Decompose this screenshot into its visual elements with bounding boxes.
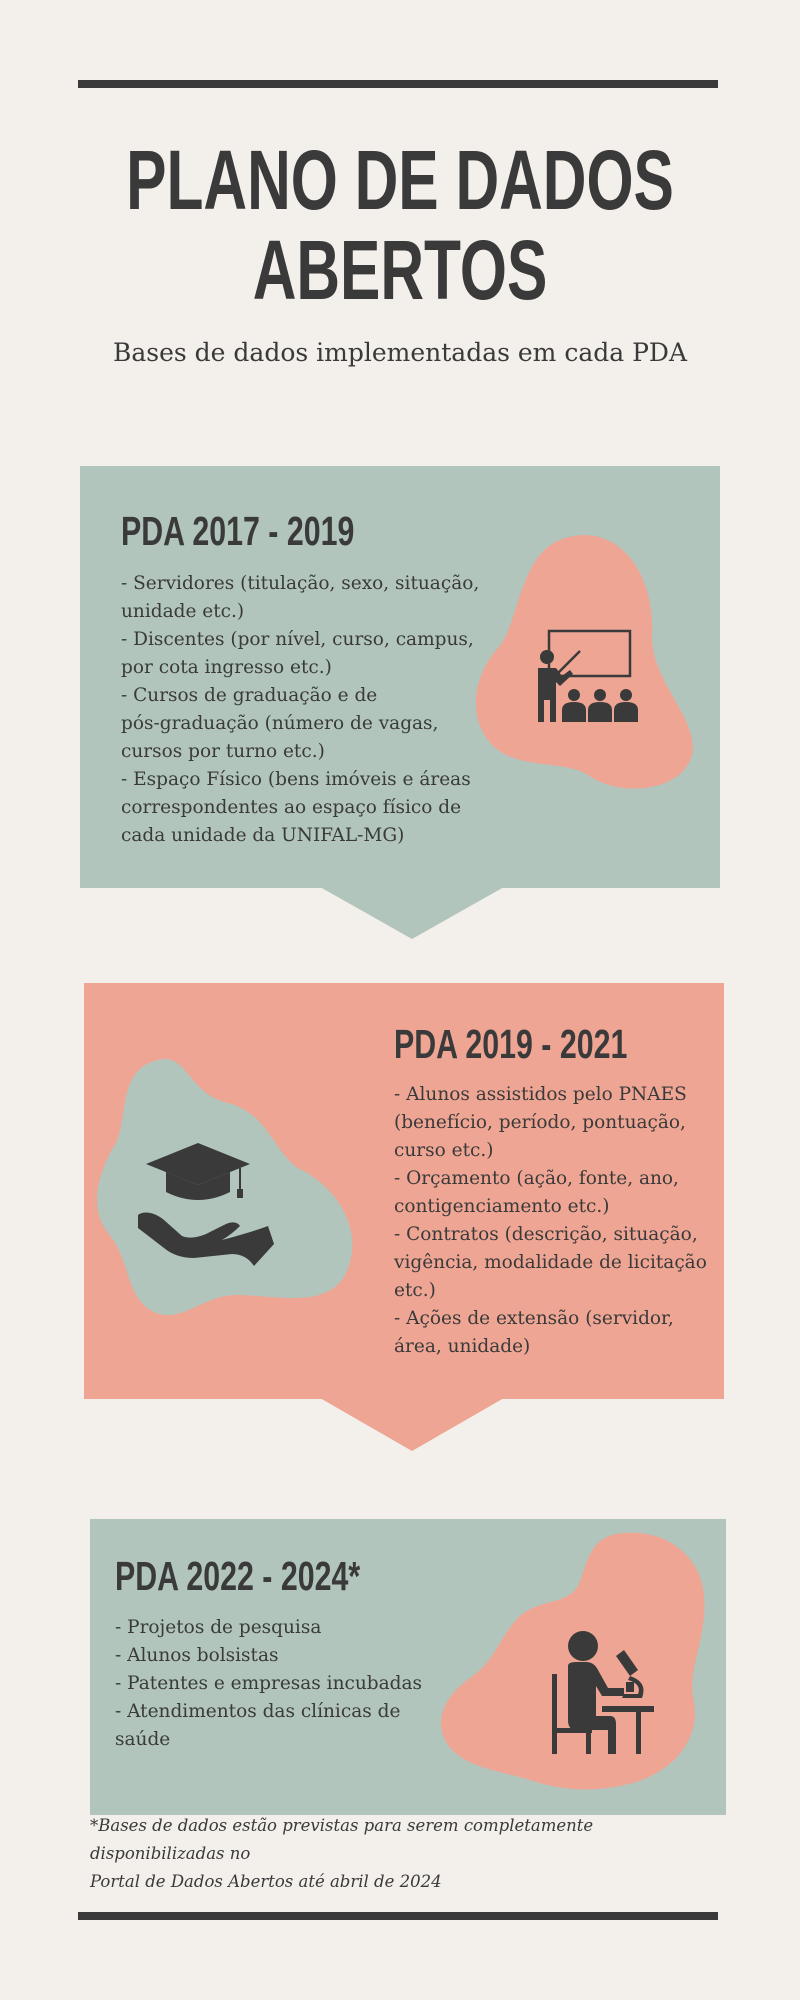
footnote-line-2: Portal de Dados Abertos até abril de 2024 — [90, 1872, 442, 1891]
section-3-items — [115, 1614, 435, 1754]
list-item: saúde — [115, 1729, 171, 1750]
list-item: - Contratos (descrição, situação, — [394, 1224, 698, 1245]
list-item: - Espaço Físico (bens imóveis e áreas — [121, 769, 471, 790]
list-item: por cota ingresso etc.) — [121, 657, 332, 678]
list-item: - Discentes (por nível, curso, campus, — [121, 629, 474, 650]
list-item: curso etc.) — [394, 1140, 494, 1161]
teacher-presentation-icon — [530, 628, 645, 724]
list-item: correspondentes ao espaço físico de — [121, 797, 462, 818]
list-item: - Orçamento (ação, fonte, ano, — [394, 1168, 679, 1189]
bottom-divider — [78, 1912, 718, 1920]
page-title-line-1: PLANO DE DADOS — [126, 133, 674, 227]
list-item: - Patentes e empresas incubadas — [115, 1673, 423, 1694]
list-item: cada unidade da UNIFAL-MG) — [121, 825, 405, 846]
list-item: unidade etc.) — [121, 601, 245, 622]
footnote — [90, 1812, 730, 1896]
section-2-heading: PDA 2019 - 2021 — [394, 1021, 628, 1067]
section-1-pointer — [320, 887, 504, 939]
list-item: vigência, modalidade de licitação — [394, 1252, 707, 1273]
list-item: - Atendimentos das clínicas de — [115, 1701, 401, 1722]
section-2-pointer — [320, 1398, 504, 1451]
researcher-microscope-icon — [546, 1630, 656, 1760]
list-item: (benefício, período, pontuação, — [394, 1112, 686, 1133]
section-1-items — [121, 570, 481, 850]
list-item: - Cursos de graduação e de — [121, 685, 378, 706]
section-1-heading: PDA 2017 - 2019 — [121, 508, 355, 554]
footnote-line-1: *Bases de dados estão previstas para serem completamente disponibilizadas no — [90, 1816, 594, 1863]
list-item: cursos por turno etc.) — [121, 741, 325, 762]
list-item: - Alunos assistidos pelo PNAES — [394, 1084, 687, 1105]
graduation-cap-hand-icon — [136, 1140, 276, 1272]
list-item: contigenciamento etc.) — [394, 1196, 610, 1217]
page-title-line-2: ABERTOS — [252, 223, 548, 317]
list-item: - Alunos bolsistas — [115, 1645, 279, 1666]
section-3-heading: PDA 2022 - 2024* — [115, 1553, 361, 1599]
list-item: etc.) — [394, 1280, 436, 1301]
list-item: pós-graduação (número de vagas, — [121, 713, 439, 734]
list-item: - Servidores (titulação, sexo, situação, — [121, 573, 480, 594]
top-divider — [78, 80, 718, 88]
list-item: - Projetos de pesquisa — [115, 1617, 322, 1638]
section-2-items — [394, 1081, 714, 1361]
list-item: - Ações de extensão (servidor, — [394, 1308, 674, 1329]
page-title — [112, 135, 688, 315]
page-subtitle: Bases de dados implementadas em cada PDA — [112, 338, 688, 367]
list-item: área, unidade) — [394, 1336, 531, 1357]
